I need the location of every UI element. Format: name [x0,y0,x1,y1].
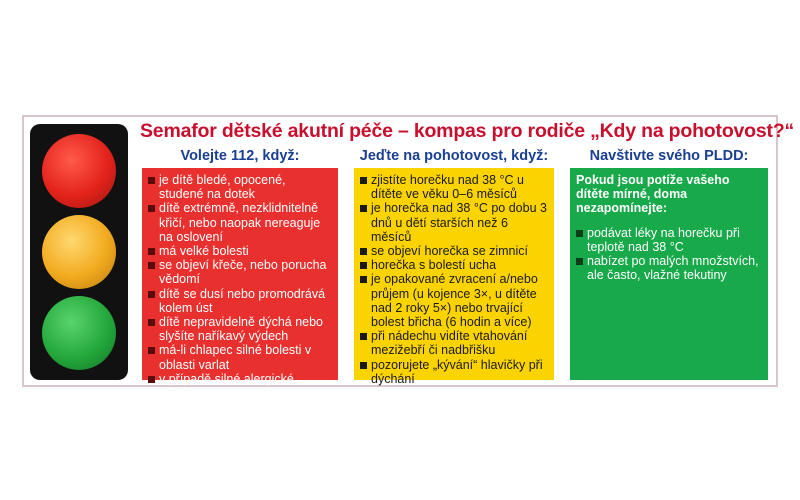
red-light-icon [42,134,116,208]
red-list [148,173,332,400]
list-item: podávat léky na horečku při teplotě nad 38 °C [576,226,762,254]
list-item: je opakované zvracení a/nebo průjem (u kojence 3×, u dítěte nad 2 roky 5×) nebo trvající bolest břicha (6 hodin a více) [360,272,548,329]
list-item: je horečka nad 38 °C po dobu 3 dnů u dětí starších než 6 měsíců [360,201,548,244]
list-item: má-li chlapec silné bolesti v oblasti varlat [148,343,332,371]
infographic-title: Semafor dětské akutní péče – kompas pro rodiče „Kdy na pohotovost?“ [140,120,795,142]
yellow-column-heading: Jeďte na pohotovost, když: [359,148,549,164]
yellow-list [360,173,548,386]
list-item: dítě extrémně, nezklidnitelně křičí, nebo naopak nereaguje na oslovení [148,201,332,244]
list-item: má velké bolesti [148,244,332,258]
list-item: dítě se dusí nebo promodrává kolem úst [148,287,332,315]
list-item: se objeví křeče, nebo porucha vědomí [148,258,332,286]
list-item: je dítě bledé, opocené, studené na dotek [148,173,332,201]
yellow-panel [354,168,554,386]
green-light-icon [42,296,116,370]
yellow-light-icon [42,215,116,289]
list-item: se objeví horečka se zimnicí [360,244,548,258]
list-item: při nádechu vidíte vtahování mezižebří či nadbřišku [360,329,548,357]
green-column-heading: Navštivte svého PLDD: [589,148,749,164]
list-item: dítě nepravidelně dýchá nebo slyšíte naříkavý výdech [148,315,332,343]
red-column-heading: Volejte 112, když: [180,148,300,164]
list-item: zjistíte horečku nad 38 °C u dítěte ve věku 0–6 měsíců [360,173,548,201]
list-item: pozorujete „kývání“ hlavičky při dýchání [360,358,548,386]
traffic-light [30,124,128,380]
green-list [576,226,762,283]
list-item: horečka s bolestí ucha [360,258,548,272]
green-intro: Pokud jsou potíže vašeho dítěte mírné, doma nezapomínejte: [576,173,730,216]
green-panel [570,168,768,380]
list-item: v případě silné alergické reakce [148,372,332,400]
list-item: nabízet po malých množstvích, ale často, vlažné tekutiny [576,254,762,282]
red-panel [142,168,338,401]
